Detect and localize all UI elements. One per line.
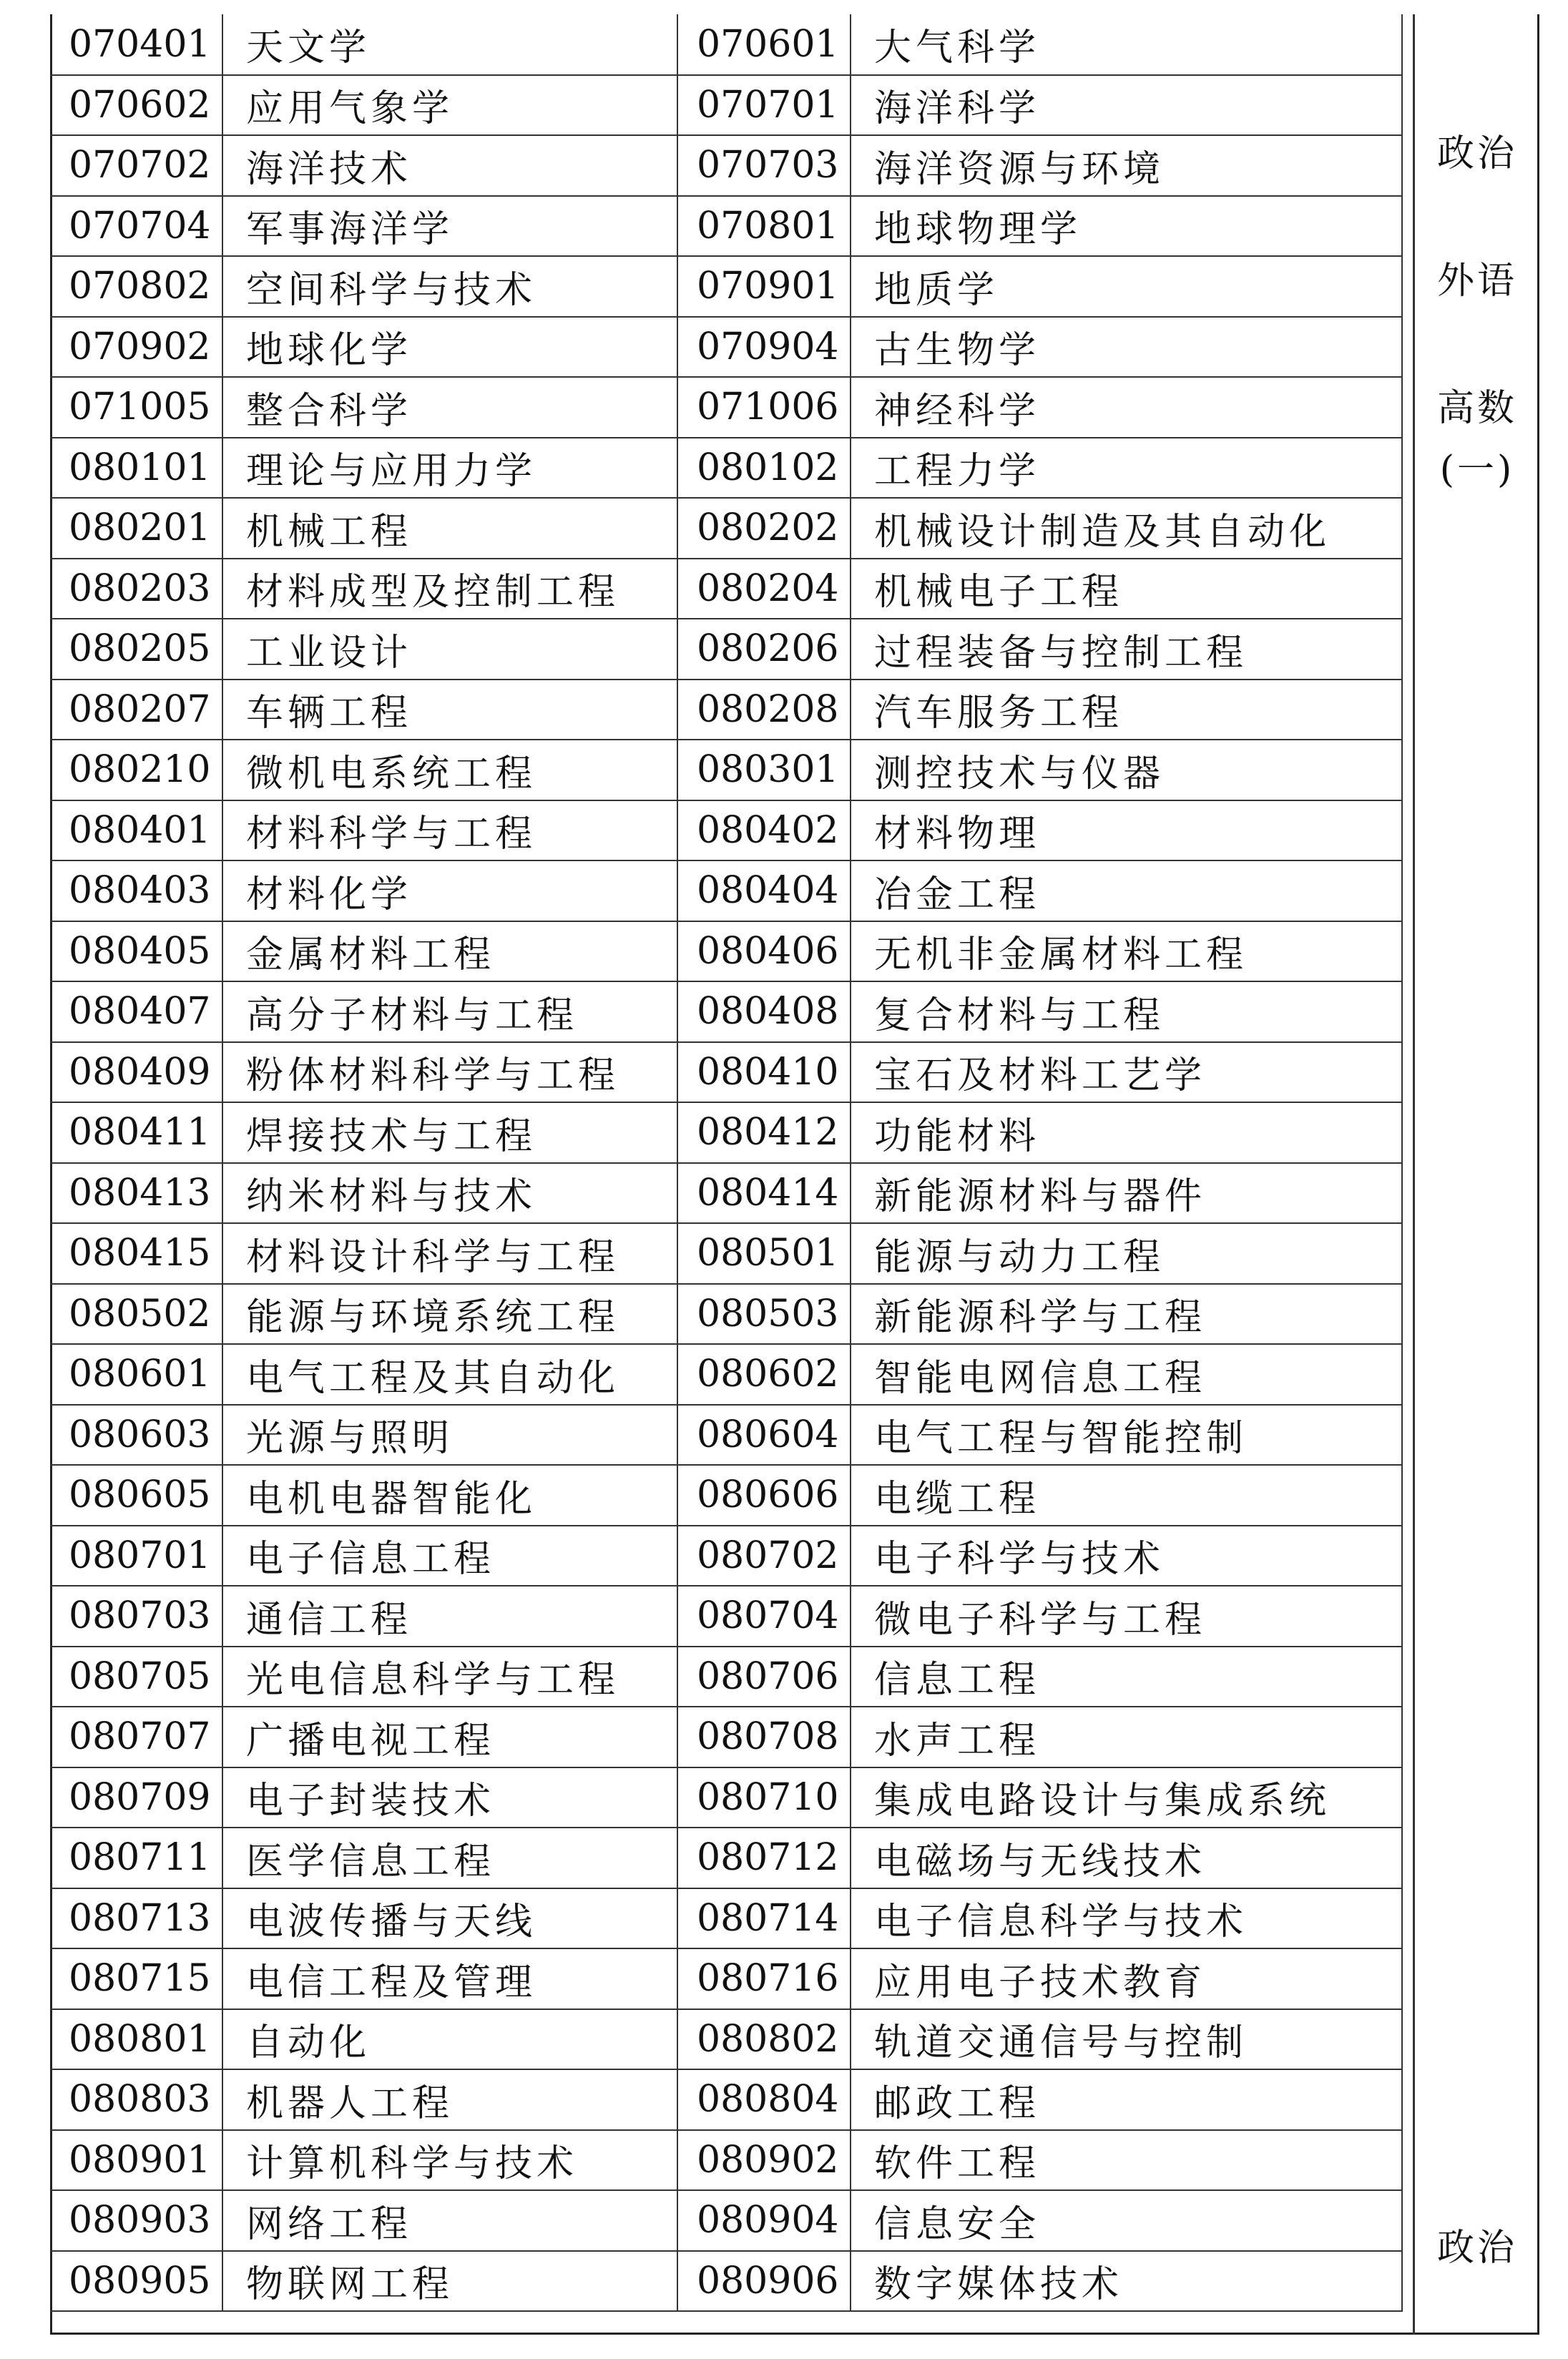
major-name: 工业设计	[222, 619, 677, 680]
major-name: 电磁场与无线技术	[851, 1828, 1402, 1888]
major-code: 070401	[50, 14, 222, 75]
major-code: 070802	[50, 256, 222, 317]
table-row	[50, 1344, 1402, 1405]
table-row	[50, 1042, 1402, 1103]
major-code: 080902	[677, 2130, 851, 2191]
major-name: 海洋科学	[851, 75, 1402, 136]
major-code: 080801	[50, 2009, 222, 2070]
major-name: 天文学	[222, 14, 677, 75]
major-code: 080407	[50, 981, 222, 1042]
major-code: 080713	[50, 1888, 222, 1949]
major-name: 轨道交通信号与控制	[851, 2009, 1402, 2070]
major-code: 071005	[50, 377, 222, 438]
major-code: 080415	[50, 1223, 222, 1284]
major-code: 080605	[50, 1465, 222, 1526]
major-code: 080710	[677, 1767, 851, 1828]
major-name: 计算机科学与技术	[222, 2130, 677, 2191]
table-row	[50, 860, 1402, 921]
major-code: 080201	[50, 498, 222, 559]
major-code: 080202	[677, 498, 851, 559]
table-row	[50, 1284, 1402, 1345]
major-code: 080709	[50, 1767, 222, 1828]
table-row	[50, 377, 1402, 438]
major-code: 070704	[50, 196, 222, 257]
table-row	[50, 981, 1402, 1042]
major-name: 过程装备与控制工程	[851, 619, 1402, 680]
major-code: 080404	[677, 860, 851, 921]
exam-subjects-column	[1413, 14, 1539, 2335]
table-row	[50, 559, 1402, 619]
major-code: 070904	[677, 317, 851, 378]
major-code: 080904	[677, 2190, 851, 2251]
major-code: 080204	[677, 559, 851, 619]
major-name: 邮政工程	[851, 2069, 1402, 2130]
major-code: 080604	[677, 1405, 851, 1466]
major-name: 光电信息科学与工程	[222, 1647, 677, 1707]
major-code: 080101	[50, 438, 222, 499]
table-row	[50, 921, 1402, 982]
table-row	[50, 1888, 1402, 1949]
major-code: 080602	[677, 1344, 851, 1405]
major-code: 080601	[50, 1344, 222, 1405]
major-code: 070602	[50, 75, 222, 136]
major-name: 测控技术与仪器	[851, 740, 1402, 800]
major-name: 智能电网信息工程	[851, 1344, 1402, 1405]
major-name: 应用电子技术教育	[851, 1948, 1402, 2009]
major-code: 080208	[677, 680, 851, 740]
major-name: 粉体材料科学与工程	[222, 1042, 677, 1103]
major-code: 080301	[677, 740, 851, 800]
major-code: 080210	[50, 740, 222, 800]
major-code: 080903	[50, 2190, 222, 2251]
major-name: 机器人工程	[222, 2069, 677, 2130]
major-name: 汽车服务工程	[851, 680, 1402, 740]
major-code: 080409	[50, 1042, 222, 1103]
major-name: 理论与应用力学	[222, 438, 677, 499]
subject-advanced-math: 高数	[1436, 387, 1517, 430]
major-code: 080412	[677, 1102, 851, 1163]
major-code: 080906	[677, 2251, 851, 2312]
major-code: 080703	[50, 1586, 222, 1647]
table-row	[50, 740, 1402, 800]
major-name: 地质学	[851, 256, 1402, 317]
major-name: 医学信息工程	[222, 1828, 677, 1888]
table-row	[50, 1223, 1402, 1284]
major-code: 070701	[677, 75, 851, 136]
major-code: 080408	[677, 981, 851, 1042]
major-name: 新能源科学与工程	[851, 1284, 1402, 1345]
major-code: 080606	[677, 1465, 851, 1526]
major-name: 物联网工程	[222, 2251, 677, 2312]
major-code: 080411	[50, 1102, 222, 1163]
major-name: 集成电路设计与集成系统	[851, 1767, 1402, 1828]
table-row	[50, 2130, 1402, 2191]
major-code: 080403	[50, 860, 222, 921]
major-name: 微机电系统工程	[222, 740, 677, 800]
major-name: 电子信息科学与技术	[851, 1888, 1402, 1949]
major-code: 070901	[677, 256, 851, 317]
major-name: 电信工程及管理	[222, 1948, 677, 2009]
major-name: 电波传播与天线	[222, 1888, 677, 1949]
major-name: 机械电子工程	[851, 559, 1402, 619]
table-row	[50, 135, 1402, 196]
major-name: 地球化学	[222, 317, 677, 378]
major-code: 080502	[50, 1284, 222, 1345]
major-code: 080716	[677, 1948, 851, 2009]
major-code: 070703	[677, 135, 851, 196]
major-name: 材料科学与工程	[222, 800, 677, 861]
major-name: 电气工程及其自动化	[222, 1344, 677, 1405]
major-name: 机械工程	[222, 498, 677, 559]
major-name: 冶金工程	[851, 860, 1402, 921]
table-row	[50, 1465, 1402, 1526]
table-row	[50, 1526, 1402, 1586]
table-row	[50, 1102, 1402, 1163]
table-row	[50, 1767, 1402, 1828]
table-row	[50, 14, 1402, 75]
major-name: 广播电视工程	[222, 1707, 677, 1767]
major-code: 071006	[677, 377, 851, 438]
major-name: 焊接技术与工程	[222, 1102, 677, 1163]
major-code: 080413	[50, 1163, 222, 1224]
major-name: 无机非金属材料工程	[851, 921, 1402, 982]
major-name: 古生物学	[851, 317, 1402, 378]
major-name: 神经科学	[851, 377, 1402, 438]
table-row	[50, 498, 1402, 559]
table-row	[50, 680, 1402, 740]
major-name: 大气科学	[851, 14, 1402, 75]
major-code: 080803	[50, 2069, 222, 2130]
major-name: 能源与动力工程	[851, 1223, 1402, 1284]
major-name: 通信工程	[222, 1586, 677, 1647]
major-name: 微电子科学与工程	[851, 1586, 1402, 1647]
major-name: 机械设计制造及其自动化	[851, 498, 1402, 559]
table-row	[50, 196, 1402, 257]
major-name: 高分子材料与工程	[222, 981, 677, 1042]
major-name: 电子信息工程	[222, 1526, 677, 1586]
major-name: 软件工程	[851, 2130, 1402, 2191]
major-code: 080707	[50, 1707, 222, 1767]
major-code: 080705	[50, 1647, 222, 1707]
subject-foreign-language: 外语	[1436, 260, 1517, 303]
major-name: 能源与环境系统工程	[222, 1284, 677, 1345]
major-name: 空间科学与技术	[222, 256, 677, 317]
table-row	[50, 1405, 1402, 1466]
major-code: 080708	[677, 1707, 851, 1767]
major-name: 网络工程	[222, 2190, 677, 2251]
major-code: 080901	[50, 2130, 222, 2191]
major-code: 080905	[50, 2251, 222, 2312]
major-code: 080102	[677, 438, 851, 499]
table-row	[50, 2251, 1402, 2312]
major-code: 080414	[677, 1163, 851, 1224]
major-name: 电气工程与智能控制	[851, 1405, 1402, 1466]
major-code: 080503	[677, 1284, 851, 1345]
major-name: 电子封装技术	[222, 1767, 677, 1828]
major-code: 080711	[50, 1828, 222, 1888]
table-row	[50, 1586, 1402, 1647]
major-code: 080205	[50, 619, 222, 680]
table-row	[50, 1647, 1402, 1707]
major-name: 材料物理	[851, 800, 1402, 861]
major-name: 材料成型及控制工程	[222, 559, 677, 619]
major-code: 080402	[677, 800, 851, 861]
major-name: 电机电器智能化	[222, 1465, 677, 1526]
major-code-table	[50, 14, 1403, 2312]
major-name: 信息工程	[851, 1647, 1402, 1707]
major-code: 080603	[50, 1405, 222, 1466]
major-name: 自动化	[222, 2009, 677, 2070]
table-row	[50, 438, 1402, 499]
major-name: 信息安全	[851, 2190, 1402, 2251]
table-row	[50, 1948, 1402, 2009]
major-name: 纳米材料与技术	[222, 1163, 677, 1224]
table-row	[50, 2069, 1402, 2130]
table-row	[50, 619, 1402, 680]
major-name: 电子科学与技术	[851, 1526, 1402, 1586]
major-name: 复合材料与工程	[851, 981, 1402, 1042]
major-name: 军事海洋学	[222, 196, 677, 257]
major-code: 080702	[677, 1526, 851, 1586]
major-code: 080207	[50, 680, 222, 740]
table-row	[50, 256, 1402, 317]
major-name: 光源与照明	[222, 1405, 677, 1466]
major-code: 080804	[677, 2069, 851, 2130]
major-name: 车辆工程	[222, 680, 677, 740]
major-name: 整合科学	[222, 377, 677, 438]
major-name: 电缆工程	[851, 1465, 1402, 1526]
major-code: 080712	[677, 1828, 851, 1888]
major-code: 080401	[50, 800, 222, 861]
major-code: 080410	[677, 1042, 851, 1103]
major-name: 材料设计科学与工程	[222, 1223, 677, 1284]
table-row	[50, 2190, 1402, 2251]
major-code: 080802	[677, 2009, 851, 2070]
major-code: 070801	[677, 196, 851, 257]
major-code: 080501	[677, 1223, 851, 1284]
major-code: 080406	[677, 921, 851, 982]
major-name: 海洋资源与环境	[851, 135, 1402, 196]
major-name: 应用气象学	[222, 75, 677, 136]
major-name: 海洋技术	[222, 135, 677, 196]
major-name: 水声工程	[851, 1707, 1402, 1767]
major-code: 070902	[50, 317, 222, 378]
table-row	[50, 75, 1402, 136]
subject-advanced-math-level: (一)	[1439, 448, 1515, 491]
major-code: 080704	[677, 1586, 851, 1647]
major-code: 080203	[50, 559, 222, 619]
table-row	[50, 1163, 1402, 1224]
major-name: 材料化学	[222, 860, 677, 921]
major-code: 080715	[50, 1948, 222, 2009]
major-code: 070601	[677, 14, 851, 75]
major-code: 080706	[677, 1647, 851, 1707]
major-name: 金属材料工程	[222, 921, 677, 982]
table-row	[50, 800, 1402, 861]
major-name: 功能材料	[851, 1102, 1402, 1163]
table-row	[50, 2009, 1402, 2070]
major-name: 新能源材料与器件	[851, 1163, 1402, 1224]
major-name: 地球物理学	[851, 196, 1402, 257]
major-name: 宝石及材料工艺学	[851, 1042, 1402, 1103]
subject-politics: 政治	[1436, 132, 1517, 175]
major-code: 080206	[677, 619, 851, 680]
major-name: 工程力学	[851, 438, 1402, 499]
major-name: 数字媒体技术	[851, 2251, 1402, 2312]
major-code: 080405	[50, 921, 222, 982]
table-row	[50, 1828, 1402, 1888]
table-row	[50, 1707, 1402, 1767]
subject-politics-bottom: 政治	[1436, 2227, 1517, 2270]
major-code: 080714	[677, 1888, 851, 1949]
table-row	[50, 317, 1402, 378]
major-code: 070702	[50, 135, 222, 196]
major-code: 080701	[50, 1526, 222, 1586]
